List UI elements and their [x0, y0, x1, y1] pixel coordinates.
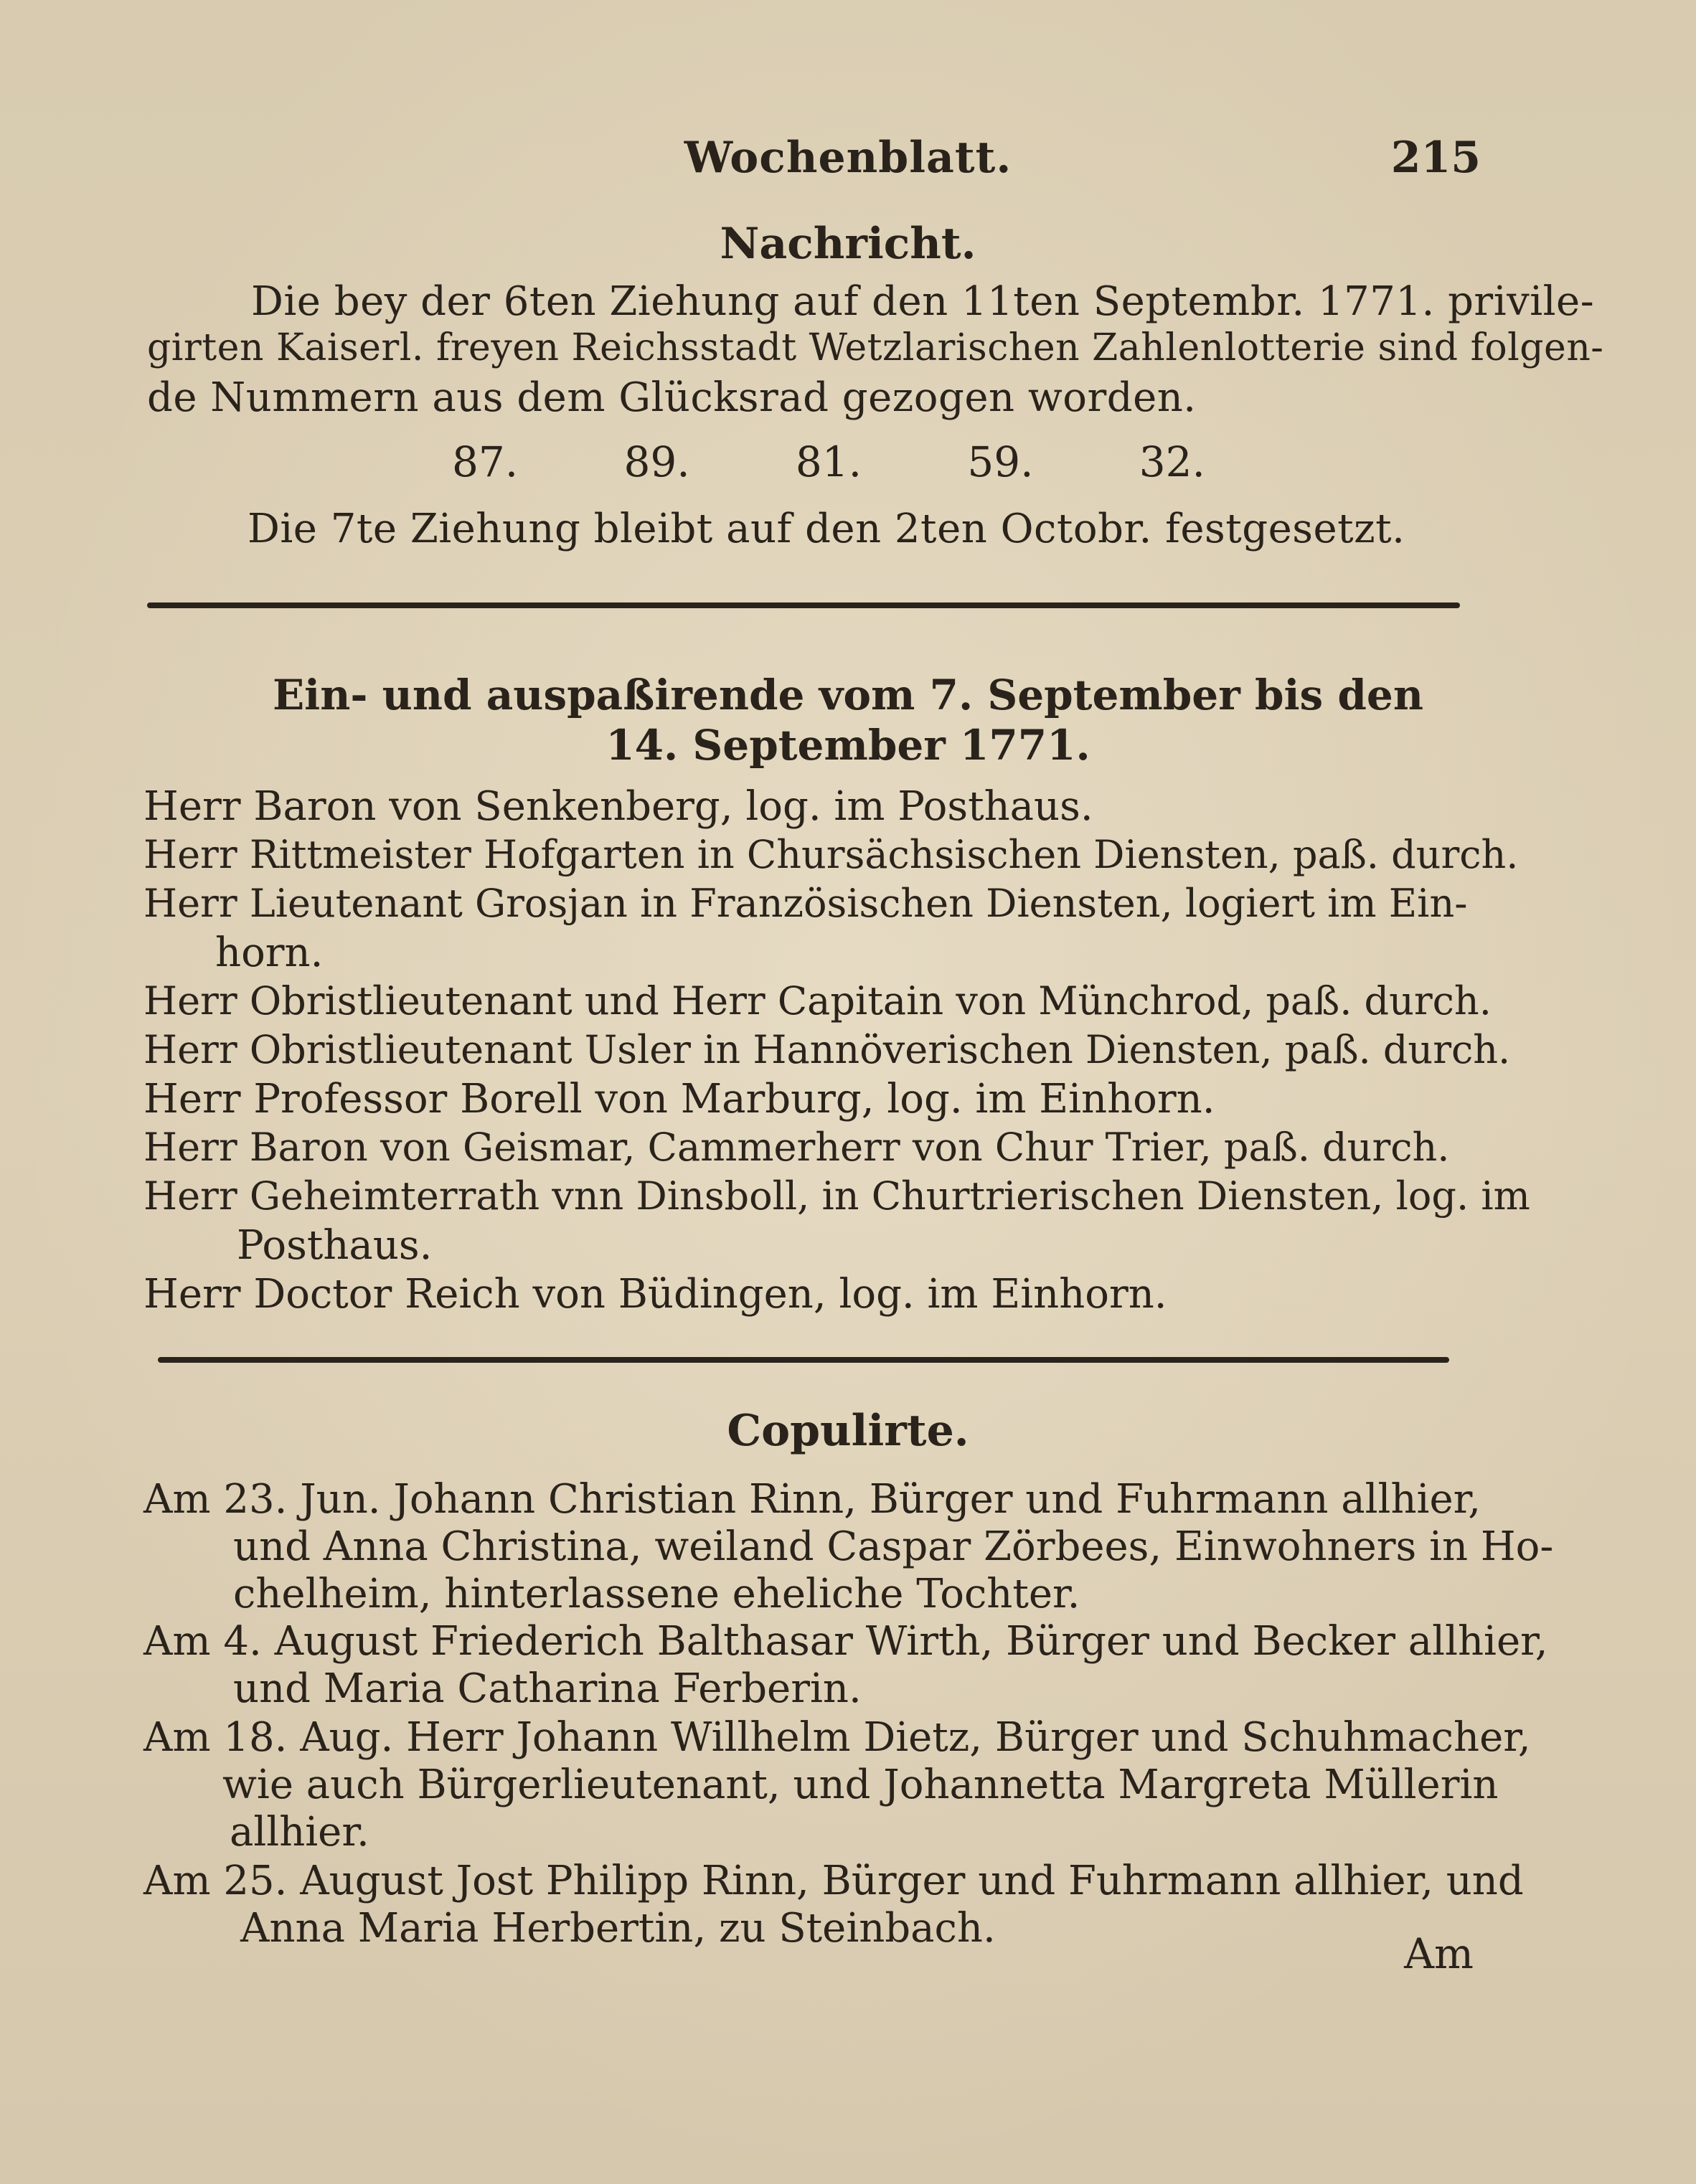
marriage-entry-continued: und Anna Christina, weiland Caspar Zörbees, Einwohners in Ho- — [233, 1523, 1554, 1570]
marriage-entry-continued: wie auch Bürgerlieutenant, und Johannetta Margreta Müllerin — [222, 1762, 1499, 1808]
travellers-heading-1: Ein- und auspaßirende vom 7. September bis den — [272, 671, 1424, 719]
traveller-entry: Herr Professor Borell von Marburg, log. im Einhorn. — [143, 1076, 1215, 1122]
nachricht-line-1: Die bey der 6ten Ziehung auf den 11ten Septembr. 1771. privile- — [251, 278, 1595, 325]
divider-rule — [147, 602, 1460, 608]
traveller-entry: Herr Rittmeister Hofgarten in Chursächsischen Diensten, paß. durch. — [143, 832, 1519, 877]
drawn-number: 87. — [452, 438, 519, 486]
catchword: Am — [1404, 1929, 1474, 1978]
traveller-entry: Herr Doctor Reich von Büdingen, log. im Einhorn. — [143, 1271, 1167, 1318]
marriage-entry: Am 18. Aug. Herr Johann Willhelm Dietz, Bürger und Schuhmacher, — [143, 1714, 1531, 1761]
traveller-entry: Herr Obristlieutenant Usler in Hannöverischen Diensten, paß. durch. — [143, 1027, 1511, 1072]
drawn-number: 89. — [623, 438, 690, 486]
drawn-number: 81. — [795, 438, 862, 486]
traveller-entry-continued: Posthaus. — [237, 1222, 433, 1269]
traveller-entry: Herr Baron von Geismar, Cammerherr von Chur Trier, paß. durch. — [143, 1125, 1450, 1170]
traveller-entry-continued: horn. — [215, 930, 324, 976]
traveller-entry: Herr Geheimterrath vnn Dinsboll, in Churtrierischen Diensten, log. im — [143, 1173, 1530, 1219]
drawn-number: 32. — [1139, 438, 1205, 486]
nachricht-footer: Die 7te Ziehung bleibt auf den 2ten Octobr. festgesetzt. — [248, 506, 1405, 552]
travellers-heading-2: 14. September 1771. — [606, 721, 1090, 770]
marriage-entry: Am 4. August Friederich Balthasar Wirth, Bürger und Becker allhier, — [143, 1618, 1548, 1665]
traveller-entry: Herr Lieutenant Grosjan in Französischen Diensten, logiert im Ein- — [143, 881, 1468, 926]
nachricht-heading: Nachricht. — [720, 219, 976, 269]
traveller-entry: Herr Obristlieutenant und Herr Capitain von Münchrod, paß. durch. — [143, 978, 1492, 1024]
traveller-entry: Herr Baron von Senkenberg, log. im Posthaus. — [143, 783, 1093, 830]
page-number: 215 — [1390, 133, 1481, 183]
marriage-entry-continued: chelheim, hinterlassene eheliche Tochter. — [233, 1571, 1080, 1617]
copulirte-heading: Copulirte. — [727, 1406, 969, 1456]
marriage-entry-continued: allhier. — [230, 1809, 369, 1856]
nachricht-line-3: de Nummern aus dem Glücksrad gezogen worden. — [147, 374, 1197, 421]
marriage-entry-continued: und Maria Catharina Ferberin. — [233, 1665, 862, 1712]
running-title: Wochenblatt. — [684, 133, 1012, 183]
divider-rule — [158, 1357, 1449, 1363]
nachricht-line-2: girten Kaiserl. freyen Reichsstadt Wetzlarischen Zahlenlotterie sind folgen- — [147, 326, 1604, 369]
marriage-entry: Am 23. Jun. Johann Christian Rinn, Bürger und Fuhrmann allhier, — [143, 1476, 1481, 1523]
drawn-numbers — [452, 438, 1205, 486]
drawn-number: 59. — [967, 438, 1034, 486]
marriage-entry: Am 25. August Jost Philipp Rinn, Bürger und Fuhrmann allhier, und — [143, 1858, 1524, 1904]
marriage-entry-continued: Anna Maria Herbertin, zu Steinbach. — [240, 1905, 996, 1952]
